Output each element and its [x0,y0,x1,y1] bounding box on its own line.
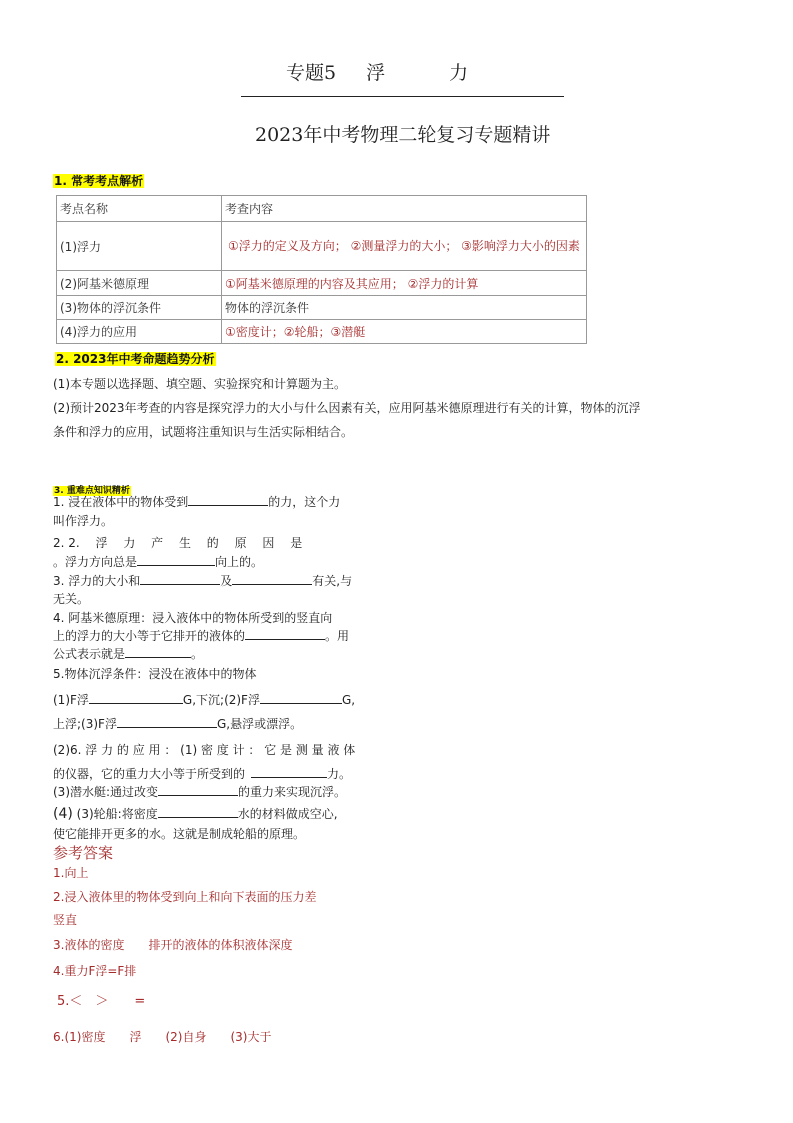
question-1-cont: 叫作浮力。 [53,514,114,528]
blank [260,692,342,704]
blank [158,806,238,818]
question-2-cont: 。浮力方向总是 向上的。 [53,555,264,569]
exam-points-table [56,195,587,344]
question-6-line-3: (4) (3)轮船:将密度 水的材料做成空心, [53,806,338,822]
question-3: 3. 浮力的大小和 及 有关,与 [53,574,353,588]
section2-heading: 2. 2023年中考命题趋势分析 [56,352,215,366]
question-5-line-2: 上浮;(3)F浮 G,悬浮或漂浮。 [53,717,303,731]
table-cell: ①阿基米德原理的内容及其应用； ②浮力的计算 [222,271,587,296]
section3-heading: 3. 重难点知识精析 [54,486,130,496]
table-cell: (3)物体的浮沉条件 [57,296,222,320]
topic-char-2: 力 [449,62,469,84]
document-title [286,58,468,85]
answers-heading: 参考答案 [53,844,114,862]
answer-1: 1.向上 [53,866,89,880]
trend-paragraph-2b: 条件和浮力的应用，试题将注重知识与生活实际相结合。 [53,425,354,439]
question-5-line-1: (1)F浮 G,下沉;(2)F浮 G, [53,693,356,707]
table-row [57,296,587,320]
question-4-formula: 公式表示就是 。 [53,647,204,661]
question-1: 1. 浸在液体中的物体受到 的力，这个力 [53,495,341,509]
blank [89,692,183,704]
document-subtitle: 2023年中考物理二轮复习专题精讲 [255,124,551,146]
topic-number: 专题5 [286,62,337,84]
table-header-cell: 考点名称 [57,196,222,222]
blank [251,766,327,778]
blank [140,573,220,585]
question-2: 2. 2. 浮 力 产 生 的 原 因 是 [53,536,303,550]
trend-paragraph-2a: (2)预计2023年考查的内容是探究浮力的大小与什么因素有关，应用阿基米德原理进行有关的计算，物体的沉浮 [53,401,641,415]
question-6-line-4: 使它能排开更多的水。这就是制成轮船的原理。 [53,827,306,841]
blank [245,628,325,640]
answer-3: 3.液体的密度 排开的液体的体积液体深度 [53,938,293,952]
blank [232,573,312,585]
blank [117,716,217,728]
blank [158,784,238,796]
answer-2: 2.浸入液体里的物体受到向上和向下表面的压力差 [53,890,317,904]
blank [188,494,268,506]
table-row [57,320,587,344]
question-6-line-2: (3)潜水艇:通过改变 的重力来实现沉浮。 [53,785,347,799]
title-divider [241,96,564,97]
table-row [57,271,587,296]
trend-paragraph-1: (1)本专题以选择题、填空题、实验探究和计算题为主。 [53,377,347,391]
blank [125,646,191,658]
answer-2b: 竖直 [53,913,78,927]
question-5: 5.物体沉浮条件：浸没在液体中的物体 [53,667,257,681]
answer-4: 4.重力F浮=F排 [53,964,137,978]
answer-6: 6.(1)密度 浮 (2)自身 (3)大于 [53,1030,272,1044]
table-cell: ①浮力的定义及方向； ②测量浮力的大小； ③影响浮力大小的因素 [222,222,587,271]
table-header-row [57,196,587,222]
section1-heading: 1. 常考考点解析 [54,174,144,188]
question-6-line-1: 的仪器，它的重力大小等于所受到的 力。 [53,767,352,781]
question-6: (2)6. 浮 力 的 应 用 ： (1) 密 度 计 ： 它 是 测 量 液 体 [53,743,356,757]
blank [137,554,215,566]
table-row [57,222,587,271]
topic-char-1: 浮 [366,62,386,84]
table-header-cell: 考查内容 [222,196,587,222]
table-cell: (4)浮力的应用 [57,320,222,344]
table-cell: (1)浮力 [57,222,222,271]
question-3-cont: 无关。 [53,592,90,606]
table-cell: ①密度计；②轮船；③潜艇 [222,320,587,344]
question-4: 4. 阿基米德原理：浸入液体中的物体所受到的竖直向 [53,611,333,625]
answer-5: 5.＜ ＞ = [57,994,146,1009]
question-4-cont: 上的浮力的大小等于它排开的液体的 。用 [53,629,350,643]
table-cell: (2)阿基米德原理 [57,271,222,296]
table-cell: 物体的浮沉条件 [222,296,587,320]
